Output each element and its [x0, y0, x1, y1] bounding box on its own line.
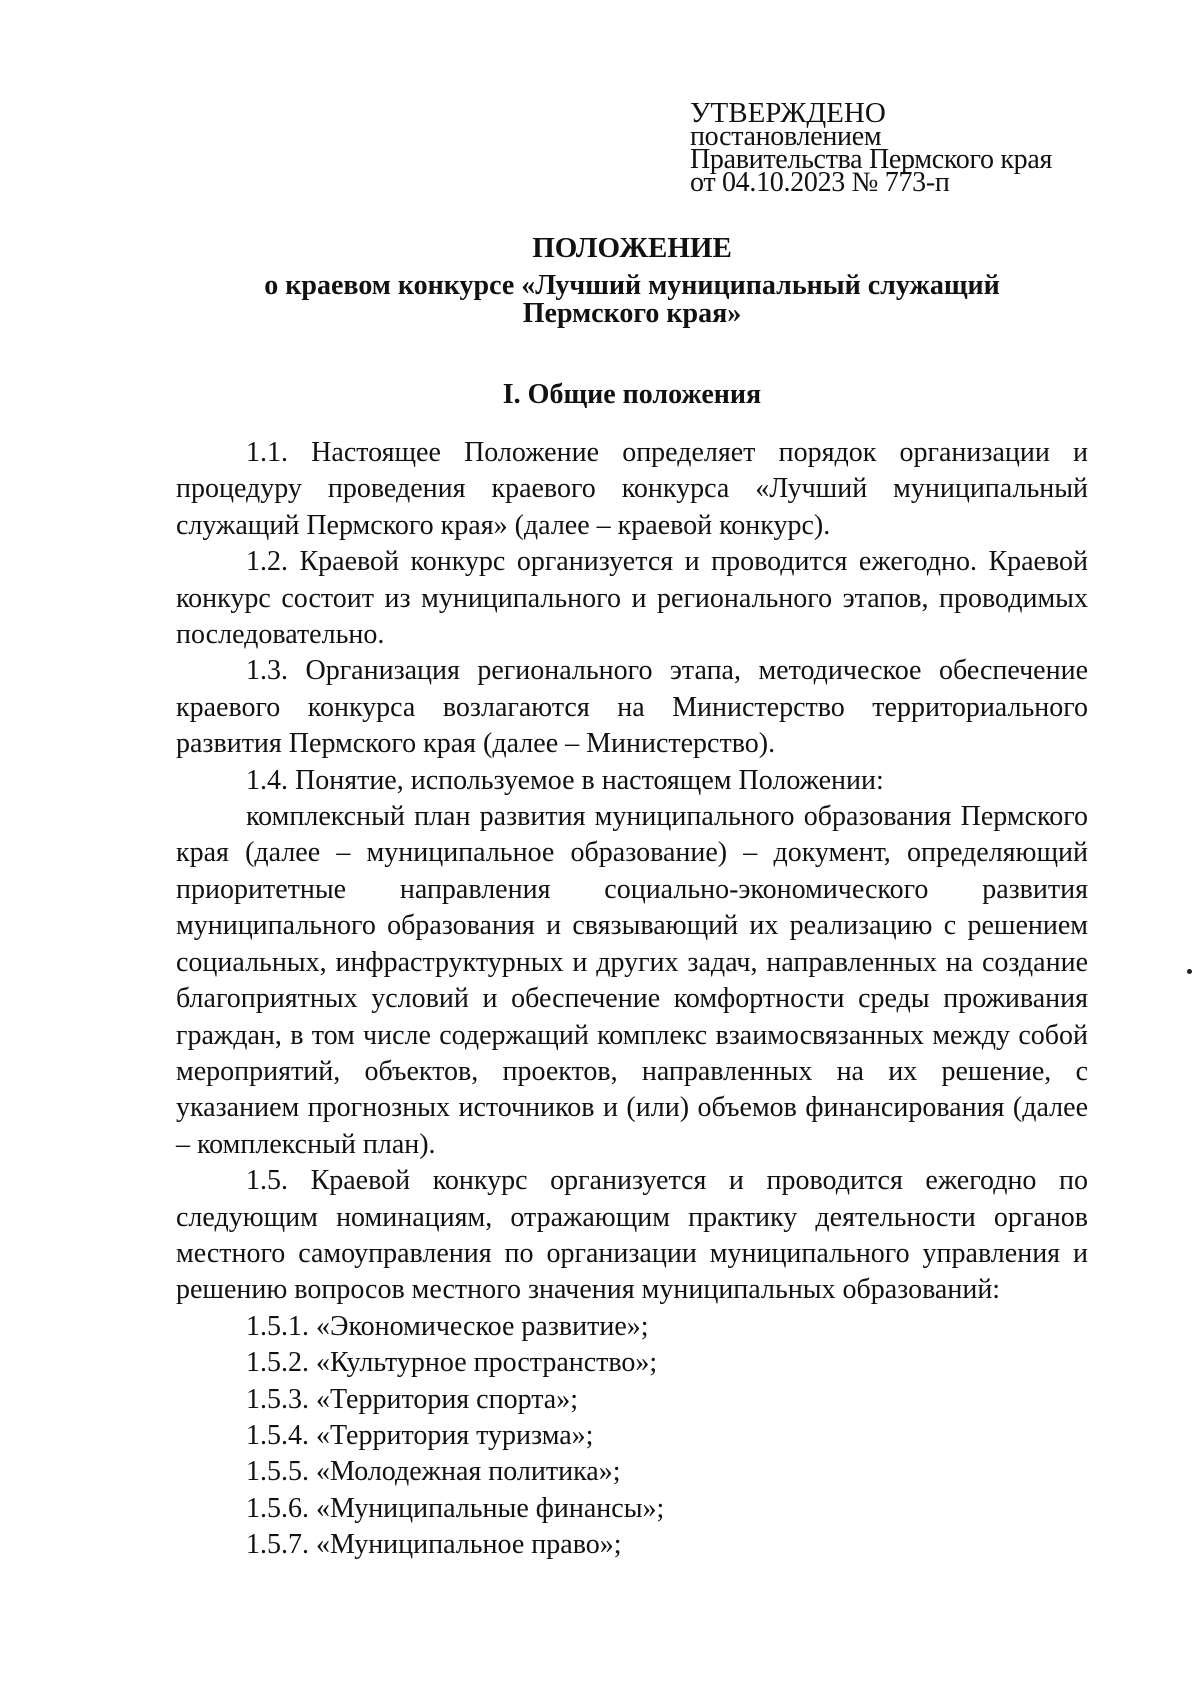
document-subtitle-line: о краевом конкурсе «Лучший муниципальный служащий [264, 270, 1000, 301]
nomination-item: 1.5.2. «Культурное пространство»; [246, 1347, 658, 1379]
section-heading: I. Общие положения [502, 379, 762, 410]
scan-speck [1187, 969, 1192, 974]
nomination-item: 1.5.6. «Муниципальные финансы»; [246, 1492, 665, 1524]
paragraph-1-4: 1.4. Понятие, используемое в настоящем Положении: [246, 764, 884, 796]
paragraph-1-3: 1.3. Организация регионального этапа, методическое обеспечение краевого конкурса возлагаются на Министерство территориального развития Пермского края (далее – Министерство). [176, 655, 1088, 760]
paragraph-1-2: 1.2. Краевой конкурс организуется и проводится ежегодно. Краевой конкурс состоит из муниципального и регионального этапов, проводимых последовательно. [176, 546, 1088, 651]
nomination-item: 1.5.7. «Муниципальное право»; [246, 1529, 622, 1561]
approval-line: Правительства Пермского края [690, 144, 1053, 175]
paragraph-1-1: 1.1. Настоящее Положение определяет порядок организации и процедуру проведения краевого конкурса «Лучший муниципальный служащий Пермского края» (далее – краевой конкурс). [176, 437, 1088, 541]
nomination-item: 1.5.5. «Молодежная политика»; [246, 1456, 621, 1488]
nomination-item: 1.5.1. «Экономическое развитие»; [246, 1310, 649, 1342]
approval-line: от 04.10.2023 № 773-п [690, 167, 950, 198]
definition-paragraph: комплексный план развития муниципального образования Пермского края (далее – муниципальное образование) – документ, определяющий приоритетные направления социально-экономического развития муниципального образования и связывающий их реализацию с решением социальных, инфраструктурных и других задач, направленных на создание благоприятных условий и обеспечение комфортности среды проживания граждан, в том числе содержащий комплекс взаимосвязанных между собой мероприятий, объектов, проектов, направленных на их решение, с указанием прогнозных источников и (или) объемов финансирования (далее – комплексный план). [176, 801, 1088, 1160]
document-body [176, 435, 1088, 1564]
approval-line: постановлением [690, 121, 882, 152]
approval-stamp-block [690, 97, 1130, 198]
document-title: ПОЛОЖЕНИЕ [532, 232, 732, 264]
document-subtitle [176, 272, 1088, 328]
approval-title: УТВЕРЖДЕНО [690, 97, 886, 129]
nomination-item: 1.5.4. «Территория туризма»; [246, 1419, 594, 1451]
document-subtitle-line: Пермского края» [522, 298, 742, 329]
nomination-item: 1.5.3. «Территория спорта»; [246, 1383, 579, 1415]
paragraph-1-5: 1.5. Краевой конкурс организуется и проводится ежегодно по следующим номинациям, отражающим практику деятельности органов местного самоуправления по организации муниципального управления и решению вопросов местного значения муниципальных образований: [176, 1165, 1088, 1306]
